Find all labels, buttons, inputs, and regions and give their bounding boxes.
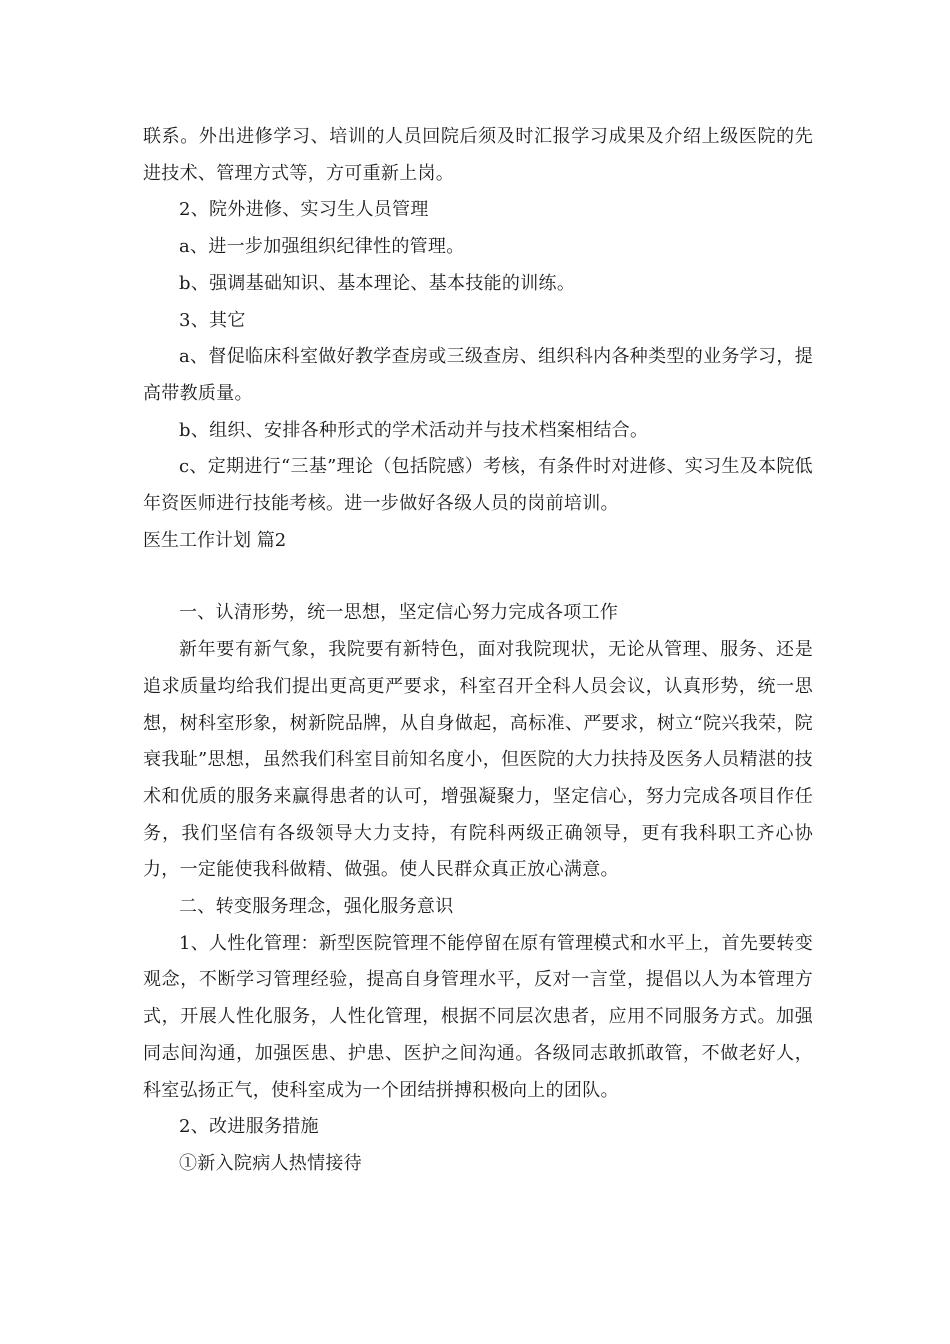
paragraph: b、强调基础知识、基本理论、基本技能的训练。 — [179, 272, 576, 294]
paragraph: c、定期进行“三基”理论（包括院感）考核，有条件时对进修、实习生及本院低年资医师进行技能考核。进一步做好各级人员的岗前培训。 — [143, 456, 813, 515]
section-1 — [143, 119, 813, 523]
paragraph: a、督促临床科室做好教学查房或三级查房、组织科内各种类型的业务学习，提高带教质量。 — [143, 346, 813, 404]
paragraph: 新年要有新气象，我院要有新特色，面对我院现状，无论从管理、服务、还是追求质量均给我们提出更高更严要求，科室召开全科人员会议，认真形势，统一思想，树科室形象，树新院品牌，从自身做起，高标准、严要求，树立“院兴我荣，院衰我耻”思想，虽然我们科室目前知名度小，但医院的大力扶持及医务人员精湛的技术和优质的服务来赢得患者的认可，增强凝聚力，坚定信心，努力完成各项目作任务，我们坚信有各级领导大力支持，有院科两级正确领导，更有我科职工齐心协力，一定能使我科做精、做强。使人民群众真正放心满意。 — [143, 639, 813, 881]
section-title: 医生工作计划 篇2 — [143, 529, 287, 551]
paragraph: 1、人性化管理：新型医院管理不能停留在原有管理模式和水平上，首先要转变观念，不断学习管理经验，提高自身管理水平，反对一言堂，提倡以人为本管理方式，开展人性化服务，人性化管理，根据不同层次患者，应用不同服务方式。加强同志间沟通，加强医患、护患、医护之间沟通。各级同志敢抓敢管，不做老好人，科室弘扬正气，使科室成为一个团结拼搏积极向上的团队。 — [143, 932, 813, 1101]
paragraph: 一、认清形势，统一思想，坚定信心努力完成各项工作 — [179, 602, 619, 624]
paragraph: 联系。外出进修学习、培训的人员回院后须及时汇报学习成果及介绍上级医院的先进技术、管理方式等，方可重新上岗。 — [143, 126, 813, 184]
paragraph: ①新入院病人热情接待 — [179, 1152, 362, 1174]
paragraph: b、组织、安排各种形式的学术活动并与技术档案相结合。 — [179, 419, 649, 441]
document-body — [143, 119, 813, 1183]
paragraph: 3、其它 — [179, 309, 246, 331]
paragraph: 二、转变服务理念，强化服务意识 — [179, 896, 454, 918]
paragraph: 2、院外进修、实习生人员管理 — [179, 199, 429, 221]
paragraph: a、进一步加强组织纪律性的管理。 — [179, 236, 465, 258]
section-2 — [143, 595, 813, 1182]
blank-line — [143, 559, 813, 595]
paragraph: 2、改进服务措施 — [179, 1116, 319, 1138]
